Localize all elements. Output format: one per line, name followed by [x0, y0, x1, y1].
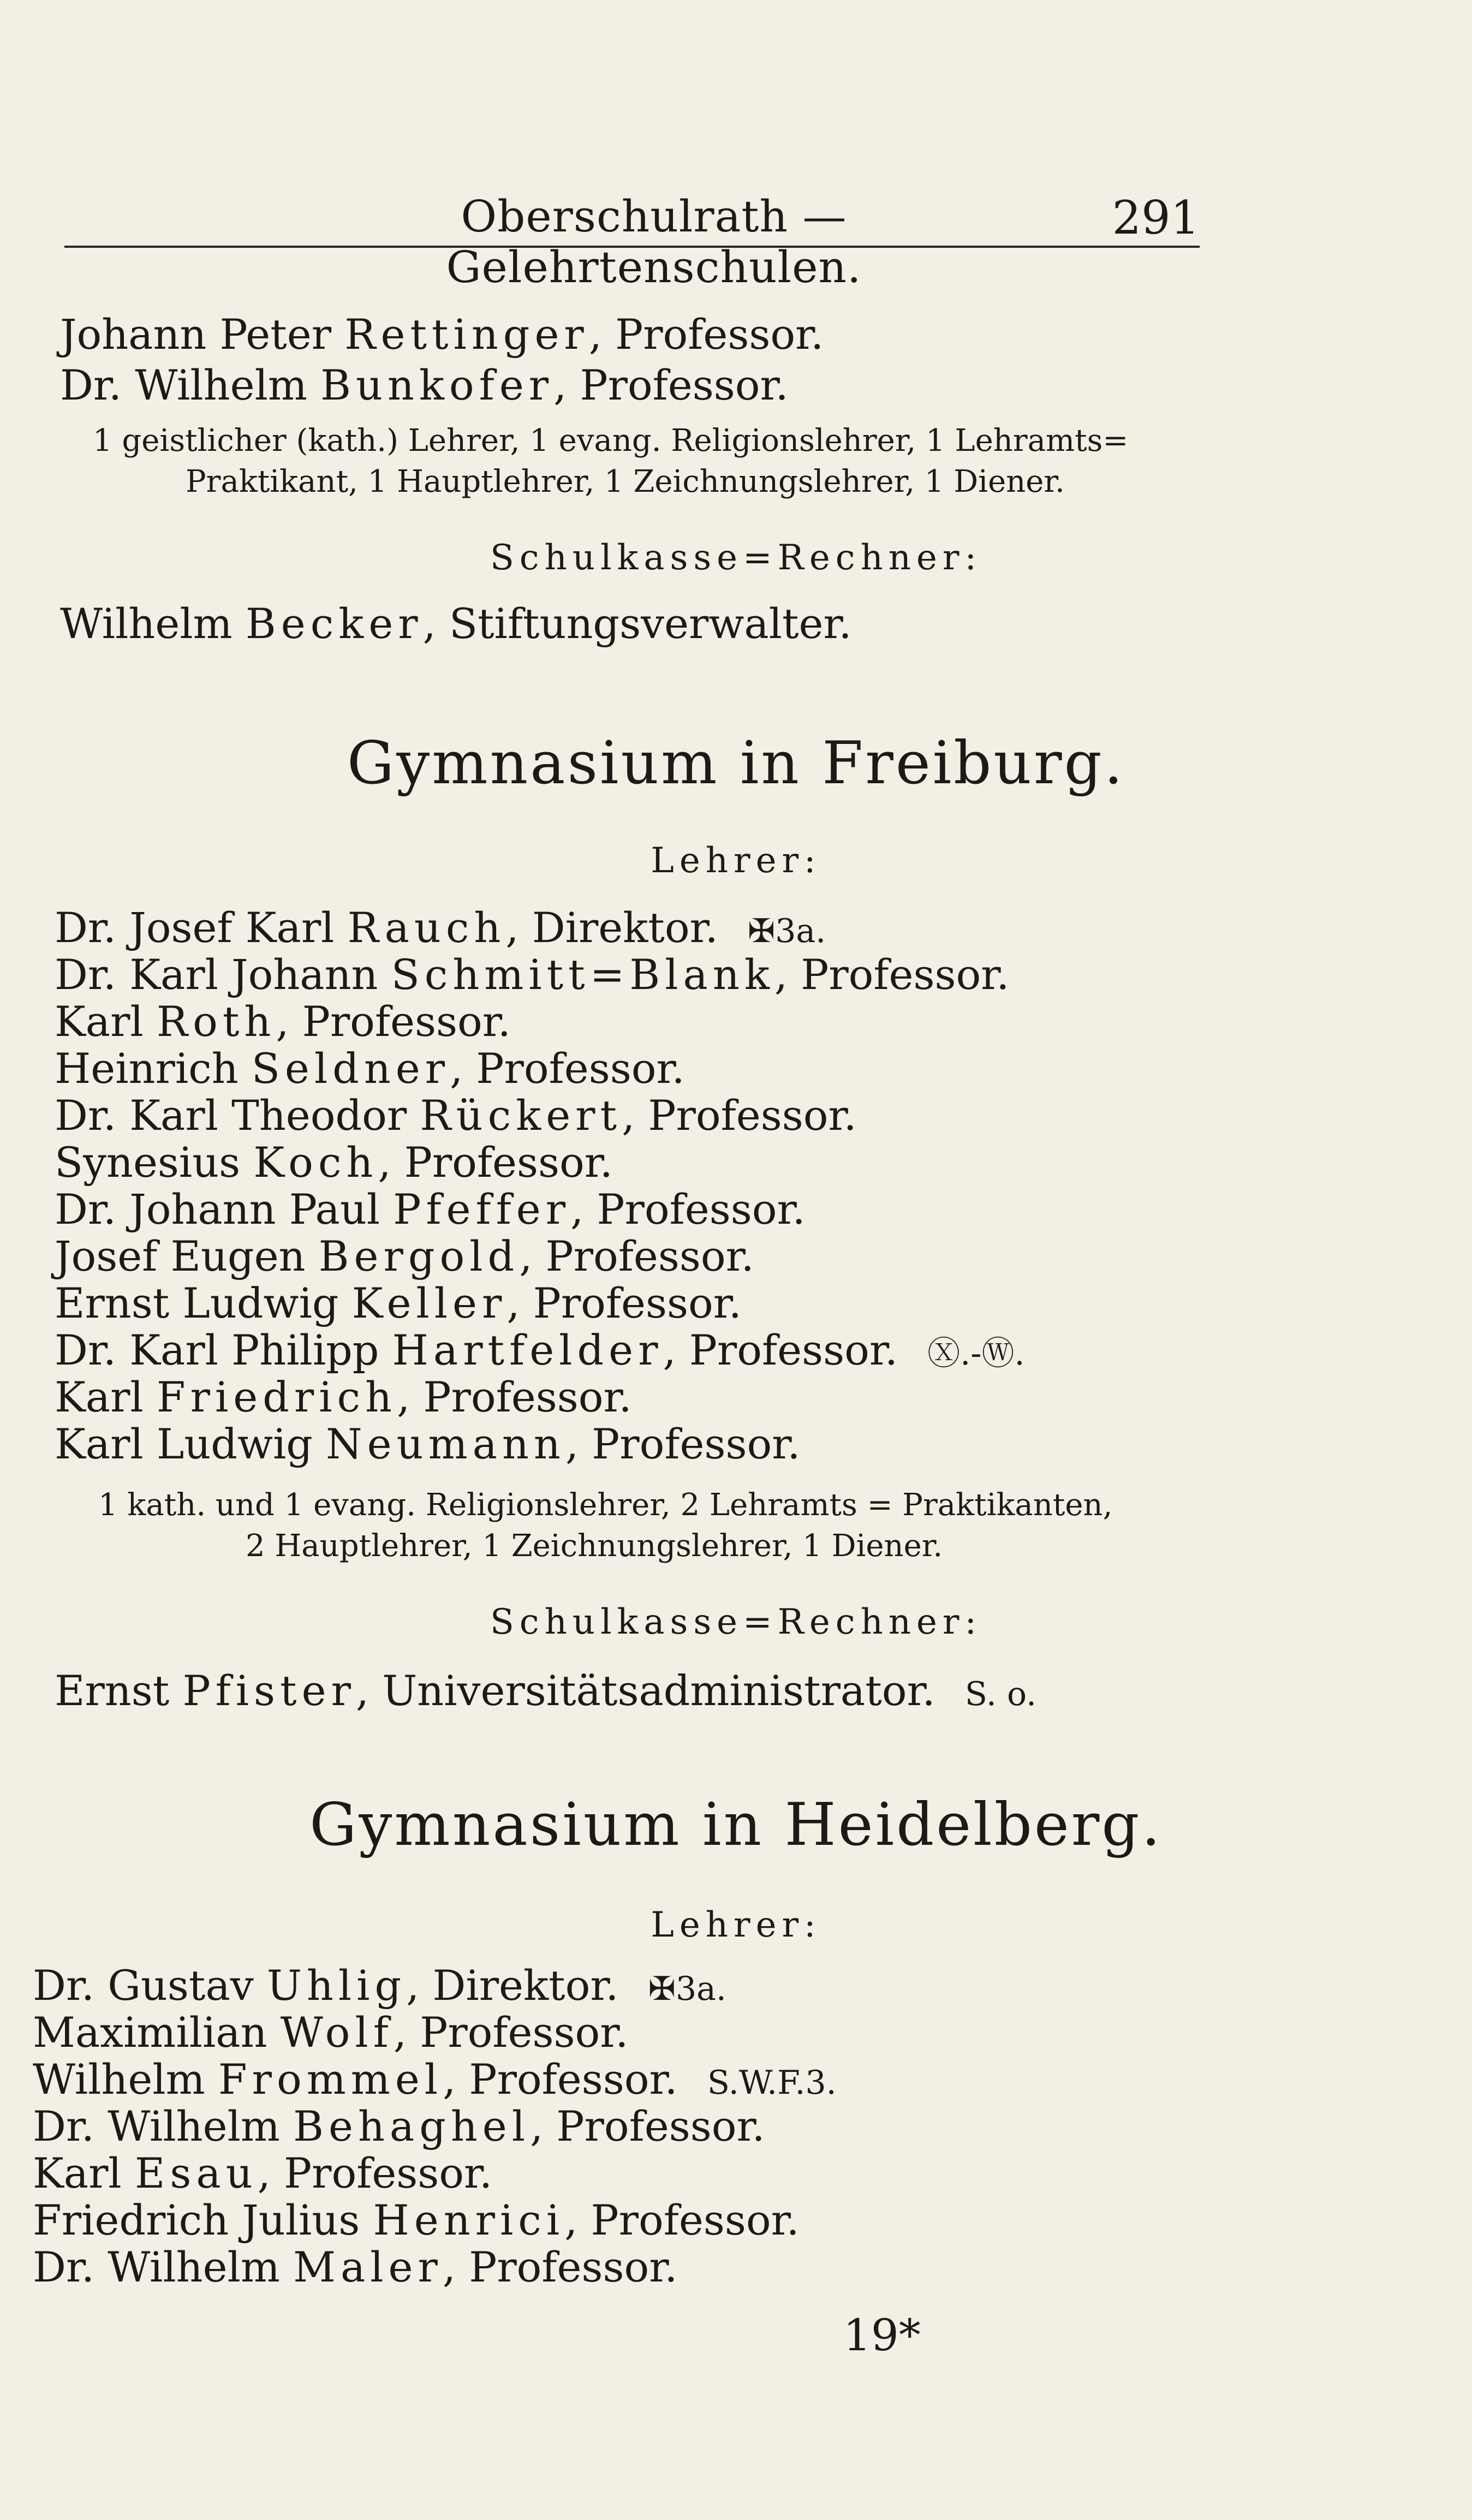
- entry-row: [55, 1185, 806, 1234]
- entry-given-name: Ernst Ludwig: [55, 1279, 339, 1327]
- entry-prefix: Dr.: [55, 1326, 117, 1374]
- entry-row: [33, 2008, 629, 2057]
- entry-surname: Bunkofer: [320, 361, 554, 409]
- entry-given-name: Gustav: [108, 1961, 254, 2010]
- entry-title: , Professor.: [450, 1044, 685, 1093]
- entry-given-name: Karl Ludwig: [55, 1420, 313, 1468]
- entry-row: [33, 2102, 765, 2150]
- entry-surname: Roth: [156, 997, 276, 1046]
- entry-surname: Wolf: [280, 2008, 394, 2057]
- entry-given-name: Johann Peter: [60, 310, 332, 359]
- entry-prefix: Dr.: [55, 1185, 117, 1234]
- cashier-row: [60, 599, 852, 648]
- entry-given-name: Friedrich Julius: [33, 2196, 360, 2244]
- entry-row: [55, 950, 1010, 999]
- staff-note: 1 geistlicher (kath.) Lehrer, 1 evang. Religionslehrer, 1 Lehramts=: [93, 423, 1129, 458]
- entry-row: [33, 2055, 837, 2104]
- entry-surname: Bergold: [318, 1232, 520, 1280]
- entry-given-name: Wilhelm: [108, 2243, 280, 2291]
- teachers-label: Lehrer:: [651, 1905, 821, 1945]
- entry-row: [55, 1232, 754, 1280]
- running-title: Oberschulrath — Gelehrtenschulen.: [446, 191, 862, 293]
- entry-title: , Direktor.: [505, 903, 718, 952]
- entry-title: , Professor.: [530, 2102, 765, 2150]
- entry-surname: Becker: [245, 599, 423, 648]
- staff-note: Praktikant, 1 Hauptlehrer, 1 Zeichnungslehrer, 1 Diener.: [186, 464, 1065, 499]
- entry-title: , Professor.: [663, 1326, 898, 1374]
- entry-surname: Keller: [351, 1279, 507, 1327]
- order-cross-icon: ✠: [648, 1970, 676, 2008]
- entry-surname: Koch: [253, 1138, 378, 1187]
- entry-row: [55, 1138, 613, 1187]
- entry-row: [55, 1279, 742, 1327]
- entry-title: , Direktor.: [406, 1961, 619, 2010]
- order-mark: S. o.: [964, 1675, 1037, 1713]
- entry-given-name: Wilhelm: [60, 599, 233, 648]
- entry-row: [55, 1044, 685, 1093]
- entry-title: , Professor.: [397, 1373, 632, 1421]
- entry-prefix: Dr.: [55, 950, 117, 999]
- entry-title: , Professor.: [443, 2055, 678, 2104]
- entry-row: [55, 1420, 801, 1468]
- entry-surname: Henrici: [373, 2196, 565, 2244]
- entry-given-name: Wilhelm: [33, 2055, 205, 2104]
- entry-title: , Universitätsadministrator.: [355, 1666, 935, 1715]
- entry-row: [33, 2243, 678, 2291]
- entry-surname: Neumann: [326, 1420, 565, 1468]
- entry-given-name: Karl: [33, 2149, 122, 2197]
- entry-title: , Professor.: [570, 1185, 806, 1234]
- entry-surname: Uhlig: [266, 1961, 407, 2010]
- entry-given-name: Josef Eugen: [55, 1232, 306, 1280]
- entry-row: [55, 1091, 857, 1140]
- entry-given-name: Johann Paul: [129, 1185, 380, 1234]
- entry-surname: Pfeffer: [393, 1185, 571, 1234]
- entry-surname: Schmitt=Blank: [391, 950, 774, 999]
- entry-surname: Friedrich: [156, 1373, 397, 1421]
- entry-row: [55, 1326, 1025, 1374]
- entry-given-name: Maximilian: [33, 2008, 267, 2057]
- entry-title: , Professor.: [553, 361, 789, 409]
- entry-row: [60, 361, 789, 409]
- entry-title: , Professor.: [564, 2196, 800, 2244]
- entry-title: , Professor.: [622, 1091, 857, 1140]
- order-cross-icon: ✠: [747, 912, 776, 950]
- entry-prefix: Dr.: [33, 1961, 95, 2010]
- entry-surname: Maler: [293, 2243, 443, 2291]
- entry-surname: Behaghel: [293, 2102, 531, 2150]
- entry-surname: Hartfelder: [392, 1326, 663, 1374]
- staff-note: 2 Hauptlehrer, 1 Zeichnungslehrer, 1 Diener.: [246, 1528, 943, 1564]
- entry-given-name: Karl: [55, 1373, 144, 1421]
- entry-title: , Professor.: [276, 997, 511, 1046]
- order-mark: S.W.F.3.: [707, 2064, 837, 2102]
- entry-title: , Professor.: [378, 1138, 613, 1187]
- entry-given-name: Heinrich: [55, 1044, 239, 1093]
- entry-prefix: Dr.: [55, 903, 117, 952]
- entry-prefix: Dr.: [60, 361, 122, 409]
- entry-title: , Stiftungsverwalter.: [422, 599, 852, 648]
- entry-title: , Professor.: [565, 1420, 801, 1468]
- entry-row: [55, 903, 826, 952]
- entry-surname: Frommel: [218, 2055, 443, 2104]
- entry-given-name: Karl Theodor: [129, 1091, 407, 1140]
- entry-surname: Esau: [134, 2149, 258, 2197]
- entry-title: , Professor.: [506, 1279, 742, 1327]
- entry-surname: Pfister: [182, 1666, 356, 1715]
- entry-given-name: Josef Karl: [129, 903, 335, 952]
- entry-given-name: Synesius: [55, 1138, 241, 1187]
- entry-given-name: Karl: [55, 997, 144, 1046]
- entry-title: , Professor.: [257, 2149, 493, 2197]
- entry-row: [33, 1961, 726, 2010]
- entry-surname: Rauch: [347, 903, 506, 952]
- entry-given-name: Ernst: [55, 1666, 170, 1715]
- entry-row: [55, 1373, 632, 1421]
- entry-title: , Professor.: [393, 2008, 629, 2057]
- entry-given-name: Wilhelm: [108, 2102, 280, 2150]
- page-number: 291: [1112, 191, 1200, 245]
- entry-given-name: Karl Philipp: [129, 1326, 379, 1374]
- entry-surname: Rückert: [420, 1091, 622, 1140]
- section-heading: Gymnasium in Heidelberg.: [309, 1791, 1163, 1859]
- entry-title: , Professor.: [519, 1232, 754, 1280]
- order-mark: Ⓧ.-Ⓦ.: [927, 1335, 1025, 1373]
- entry-title: , Professor.: [442, 2243, 678, 2291]
- entry-row: [33, 2149, 493, 2197]
- entry-given-name: Karl Johann: [129, 950, 378, 999]
- cashier-label: Schulkasse=Rechner:: [490, 1602, 982, 1642]
- entry-surname: Seldner: [251, 1044, 450, 1093]
- section-heading: Gymnasium in Freiburg.: [347, 729, 1125, 797]
- entry-title: , Professor.: [588, 310, 824, 359]
- entry-row: [55, 997, 511, 1046]
- entry-surname: Rettinger: [344, 310, 589, 359]
- entry-prefix: Dr.: [33, 2243, 95, 2291]
- teachers-label: Lehrer:: [651, 841, 821, 881]
- entry-row: [60, 310, 824, 359]
- running-head: [64, 180, 1200, 293]
- cashier-label: Schulkasse=Rechner:: [490, 538, 982, 578]
- entry-title: , Professor.: [774, 950, 1010, 999]
- order-mark: ✠3a.: [747, 912, 826, 950]
- staff-note: 1 kath. und 1 evang. Religionslehrer, 2 Lehramts = Praktikanten,: [98, 1487, 1113, 1523]
- order-mark: ✠3a.: [648, 1970, 726, 2008]
- entry-prefix: Dr.: [33, 2102, 95, 2150]
- signature-mark: 19*: [843, 2310, 921, 2361]
- entry-row: [33, 2196, 800, 2244]
- entry-prefix: Dr.: [55, 1091, 117, 1140]
- cashier-row: [55, 1666, 1037, 1715]
- entry-given-name: Wilhelm: [135, 361, 307, 409]
